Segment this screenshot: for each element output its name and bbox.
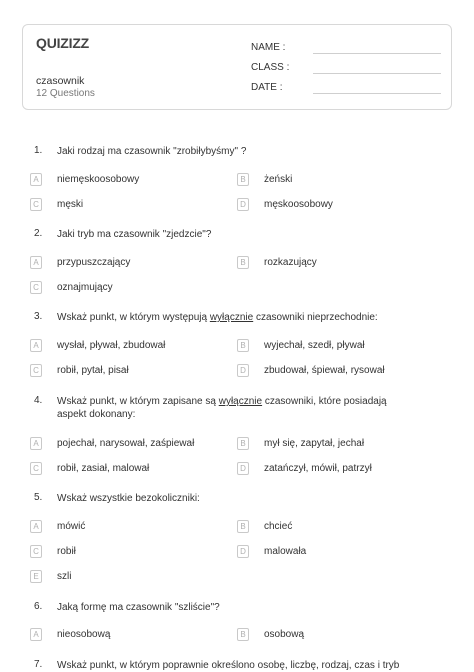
question-text: Jaką formę ma czasownik "szliście"? <box>57 602 220 613</box>
question-count: 12 Questions <box>36 88 95 99</box>
option-letter: D <box>237 545 249 558</box>
option-letter: A <box>30 339 42 352</box>
option-text: żeński <box>264 174 293 185</box>
option-letter: B <box>237 520 249 533</box>
name-label: NAME : <box>251 42 286 53</box>
option-letter: A <box>30 256 42 269</box>
question-number: 4. <box>34 395 43 406</box>
name-field[interactable] <box>251 40 441 60</box>
question-text <box>57 311 417 324</box>
option-letter: D <box>237 364 249 377</box>
option-letter: B <box>237 256 249 269</box>
date-field[interactable] <box>251 80 441 100</box>
option-letter: A <box>30 437 42 450</box>
option-text: przypuszczający <box>57 257 131 268</box>
question-text: Wskaż punkt, w którym poprawnie określono osobę, liczbę, rodzaj, czas i tryb <box>57 660 400 671</box>
worksheet-header <box>22 24 452 110</box>
option-text: robił, zasiał, malował <box>57 463 150 474</box>
worksheet-title: czasownik <box>36 75 85 87</box>
option-letter: B <box>237 339 249 352</box>
option-letter: C <box>30 281 42 294</box>
option-text: robił, pytał, pisał <box>57 365 129 376</box>
option-text: wysłał, pływał, zbudował <box>57 340 166 351</box>
question-text-start: Wskaż punkt, w którym zapisane są <box>57 396 219 407</box>
quizizz-logo: QUIZIZZ <box>36 35 90 51</box>
option-letter: D <box>237 462 249 475</box>
option-letter: E <box>30 570 42 583</box>
question-number: 1. <box>34 145 43 156</box>
student-fields <box>251 40 441 100</box>
question-number: 5. <box>34 492 43 503</box>
option-letter: B <box>237 173 249 186</box>
option-text: zatańczył, mówił, patrzył <box>264 463 372 474</box>
option-text: zbudował, śpiewał, rysował <box>264 365 385 376</box>
question-text: Jaki tryb ma czasownik "zjedzcie"? <box>57 229 212 240</box>
question-text: Wskaż wszystkie bezokoliczniki: <box>57 493 200 504</box>
option-letter: C <box>30 545 42 558</box>
option-letter: A <box>30 520 42 533</box>
question-number: 7. <box>34 659 43 670</box>
question-text-end: czasowniki, które posiadają aspekt dokonany: <box>57 396 387 420</box>
question-number: 2. <box>34 228 43 239</box>
option-text: chcieć <box>264 521 293 532</box>
option-text: pojechał, narysował, zaśpiewał <box>57 438 195 449</box>
class-line <box>313 73 441 74</box>
option-text: niemęskoosobowy <box>57 174 140 185</box>
option-text: oznajmujący <box>57 282 113 293</box>
option-letter: A <box>30 628 42 641</box>
option-letter: C <box>30 462 42 475</box>
option-text: osobową <box>264 629 305 640</box>
option-text: robił <box>57 546 76 557</box>
question-text-underlined: wyłącznie <box>218 396 263 407</box>
option-text: nieosobową <box>57 629 111 640</box>
question-text-start: Wskaż punkt, w którym występują <box>57 312 210 323</box>
option-letter: D <box>237 198 249 211</box>
question-text-end: czasowniki nieprzechodnie: <box>253 312 378 323</box>
question-number: 3. <box>34 311 43 322</box>
option-text: wyjechał, szedł, pływał <box>264 340 365 351</box>
option-letter: B <box>237 628 249 641</box>
date-label: DATE : <box>251 82 283 93</box>
question-text: Jaki rodzaj ma czasownik "zrobiłybyśmy" ? <box>57 146 247 157</box>
option-letter: C <box>30 364 42 377</box>
option-letter: B <box>237 437 249 450</box>
question-text <box>57 395 417 421</box>
class-field[interactable] <box>251 60 441 80</box>
date-line <box>313 93 441 94</box>
option-text: męskoosobowy <box>264 199 333 210</box>
option-letter: C <box>30 198 42 211</box>
option-letter: A <box>30 173 42 186</box>
class-label: CLASS : <box>251 62 290 73</box>
question-number: 6. <box>34 601 43 612</box>
option-text: malowała <box>264 546 307 557</box>
option-text: męski <box>57 199 84 210</box>
question-text-underlined: wyłącznie <box>209 312 254 323</box>
name-line <box>313 53 441 54</box>
option-text: mył się, zapytał, jechał <box>264 438 365 449</box>
option-text: rozkazujący <box>264 257 317 268</box>
option-text: szli <box>57 571 72 582</box>
option-text: mówić <box>57 521 86 532</box>
